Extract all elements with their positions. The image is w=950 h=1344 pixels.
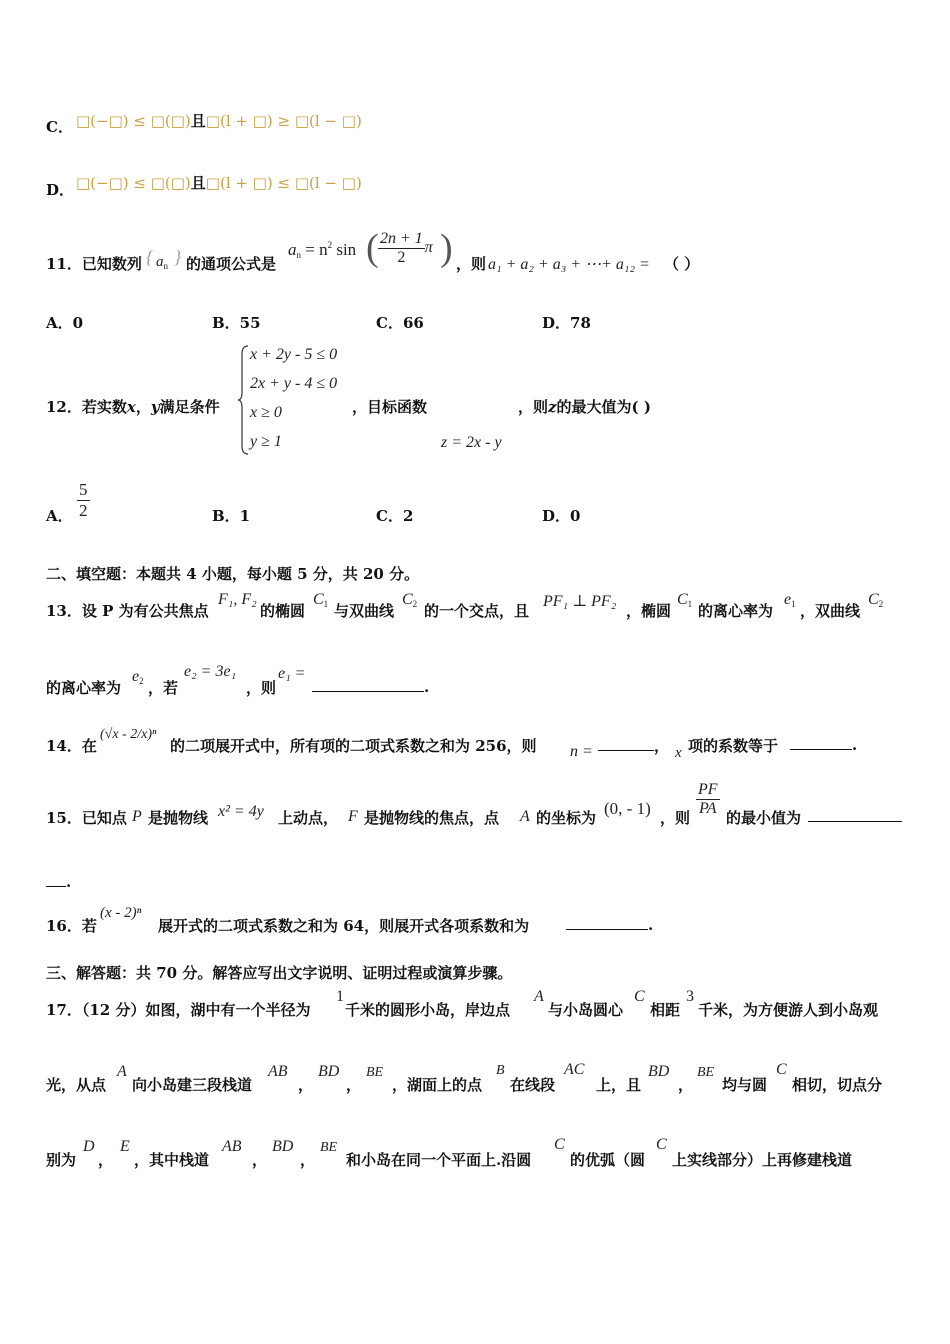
q13-line1-g: ，双曲线 [800,602,861,620]
e2-sub: 2 [139,676,144,686]
formula-eq: = n [305,240,328,259]
q17-l2-f: 均与圆 [722,1076,768,1094]
formula-sin: sin [336,240,357,259]
frac-den: 2 [79,501,88,520]
q14-x: x [675,745,682,761]
q17-l1-e: 千米，为方便游人到小岛观 [698,1001,879,1019]
q16-number: 16．若 [46,917,97,935]
conjunction: 且 [190,112,206,130]
formula-part: □(−□) ≤ □(□) [76,174,191,192]
q15-a: A [520,808,530,825]
period: . [852,736,858,754]
frac-num: PF [698,781,718,798]
q12-text3 [518,396,651,417]
conjunction: 且 [190,174,206,192]
q13-line1-e: ，椭圆 [626,602,672,620]
c2b-sub: 2 [878,599,884,609]
option-d-formula [76,172,362,193]
q17-l1-d: 相距 [650,1001,681,1019]
q11-option-b: B．55 [212,314,261,332]
q15-text6: 的最小值为 [726,809,802,827]
q13-line1-a: 13．设 P 为有公共焦点 [46,602,209,620]
q12-option-a-fraction [77,480,90,521]
q15-coord: (0, - 1) [604,799,651,818]
brace-left: { [146,247,154,267]
q17-be: BE [366,1065,384,1080]
c1b-symbol: C [677,591,688,608]
q17-l2-c: ，湖面上的点 [392,1076,483,1094]
condition-4: y ≥ 1 [250,433,282,450]
q13-c2b [868,591,883,609]
option-d-label: D． [46,181,75,199]
formula-part: □(−□) ≤ □(□) [76,112,191,130]
q15-p: P [132,808,142,825]
var-y: y [150,398,160,416]
q17-comma4: ， [98,1151,114,1169]
q17-l2-g: 相切，切点分 [792,1076,883,1094]
q17-comma5: ， [252,1151,268,1169]
e1-symbol: e [784,591,792,608]
answer-blank-coef[interactable] [790,735,852,750]
q17-c3: C [554,1136,565,1153]
option-c-formula [76,110,362,131]
q14-number: 14．在 [46,737,97,755]
q11-option-d: D．78 [542,314,591,332]
q17-l1-c: 与小岛圆心 [548,1001,624,1019]
c2b-symbol: C [868,591,879,608]
q11-fraction [378,230,433,267]
seq-sub: n [163,261,168,271]
objective-function: z = 2x - y [441,434,502,451]
q13-ask: e₁ = [278,665,306,682]
q15-parabola: x² = 4y [218,803,264,820]
q17-be2: BE [697,1065,715,1080]
section-3-heading: 三、解答题：共 70 分。解答应写出文字说明、证明过程或演算步骤。 [46,964,513,982]
q17-l1-b: 千米的圆形小岛，岸边点 [345,1001,511,1019]
c1-symbol: C [313,591,324,608]
condition-1: x + 2y - 5 ≤ 0 [250,346,338,363]
separator: ， [654,737,670,755]
q12-num-text: 12．若实数 [46,398,127,416]
q17-l2-b: 向小岛建三段栈道 [132,1076,253,1094]
condition-2: 2x + y - 4 ≤ 0 [250,375,338,392]
period: . [648,916,654,934]
q16-text1: 展开式的二项式系数之和为 64，则展开式各项系数和为 [158,917,530,935]
answer-blank[interactable] [566,915,648,930]
q16-expression: (x - 2)ⁿ [100,905,142,921]
q12-option-b: B．1 [212,507,251,525]
q17-comma6: ， [300,1151,316,1169]
q17-comma3: ， [678,1076,694,1094]
q17-bd2: BD [648,1063,670,1080]
q17-ac: AC [564,1061,585,1078]
q17-l2-a: 光，从点 [46,1076,107,1094]
frac-num: 5 [79,480,88,499]
q17-c2: C [776,1061,787,1078]
option-c-label: C． [46,118,73,136]
q14-blank2 [790,735,857,754]
frac-den: PA [699,800,717,817]
q17-l2-e: 上，且 [596,1076,642,1094]
q12-option-c: C．2 [376,507,414,525]
q11-text2: ，则 [456,255,487,273]
q12-text4: 的最大值为( ) [556,398,651,416]
system-brace [238,344,250,456]
paren-right: ) [440,227,453,269]
q11-formula [288,240,356,260]
q14-n-eq: n = [570,743,593,760]
q16-blank [566,915,653,934]
comma: ， [135,398,151,416]
q17-l2-d: 在线段 [510,1076,556,1094]
q14-text2: 项的系数等于 [688,737,779,755]
q11-paren: （ ） [664,255,700,273]
q12-text3a: ，则 [518,398,549,416]
q15-f: F [348,808,358,825]
q11-text1: 的通项公式是 [186,255,277,273]
q17-l3-d: 的优弧（圆 [570,1151,646,1169]
q11-number: 11．已知数列 [46,255,142,273]
formula-part: □(l + □) ≤ □(l − □) [205,174,362,192]
brace-right: } [174,247,182,267]
q17-l3-b: ，其中栈道 [134,1151,210,1169]
q15-fraction [696,781,720,818]
q12-option-d: D．0 [542,507,581,525]
q17-e: E [120,1138,130,1155]
c1-sub: 1 [323,599,329,609]
q17-three: 3 [686,988,694,1005]
var-z: z [548,398,557,416]
q15-text1: 是抛物线 [148,809,209,827]
q11-option-c: C．66 [376,314,424,332]
formula-lhs: a [288,240,297,259]
q17-c4: C [656,1136,667,1153]
q17-d: D [83,1138,95,1155]
q17-l1-a: 17．（12 分）如图，湖中有一个半径为 [46,1001,311,1019]
formula-lhs-sub: n [296,250,301,260]
condition-3: x ≥ 0 [250,404,282,421]
q13-line1-c: 与双曲线 [334,602,395,620]
answer-blank[interactable] [312,677,424,692]
q12-number [46,396,220,417]
brace-path [238,346,248,454]
q17-comma2: ， [346,1076,362,1094]
q13-foci: F₁, F₂ [218,591,257,608]
q13-c2 [402,591,417,609]
q13-line1-f: 的离心率为 [698,602,774,620]
q17-bd3: BD [272,1138,294,1155]
e2-symbol: e [132,668,140,685]
q12-text2: ，目标函数 [352,398,428,416]
period: . [66,873,72,891]
q13-answer [312,677,429,696]
pi-symbol: π [424,239,433,257]
q17-c: C [634,988,645,1005]
q13-perp: PF₁ ⊥ PF₂ [543,593,617,610]
paren-left: ( [366,227,379,269]
q14-text1: 的二项展开式中，所有项的二项式系数之和为 256，则 [170,737,537,755]
q17-b: B [496,1063,505,1078]
answer-blank-cont[interactable] [46,872,66,887]
var-x: x [126,398,136,416]
q13-line1-b: 的椭圆 [260,602,306,620]
q11-option-a: A．0 [46,314,84,332]
formula-sup: 2 [327,240,333,250]
q15-blank [808,807,902,826]
q13-c1 [313,591,328,609]
answer-blank[interactable] [808,807,902,822]
formula-part: □(l + □) ≥ □(l − □) [205,112,362,130]
q17-l3-c: 和小岛在同一个平面上.沿圆 [346,1151,532,1169]
q11-seq [156,254,168,271]
q15-blank-cont [46,872,71,891]
c2-sub: 2 [412,599,418,609]
q11-sum: a₁ + a₂ + a₃ + ⋯+ a₁₂ = [488,256,650,273]
q17-comma1: ， [298,1076,314,1094]
q14-expression: (√x - 2/x)ⁿ [100,727,157,742]
q13-line1-d: 的一个交点，且 [424,602,530,620]
seq-symbol: a [156,254,164,270]
q17-l3-e: 上实线部分）上再修建栈道 [672,1151,853,1169]
q17-ab2: AB [222,1138,242,1155]
q17-a2: A [117,1063,127,1080]
q17-l3-a: 别为 [46,1151,77,1169]
q13-line2-c: ，则 [246,679,277,697]
answer-blank-n[interactable] [598,736,654,751]
q17-a: A [534,988,544,1005]
frac-den: 2 [397,249,406,266]
q15-text5: ，则 [660,809,691,827]
q13-line2-a: 的离心率为 [46,679,122,697]
q13-e2 [132,668,144,686]
q17-bd: BD [318,1063,340,1080]
q15-text2: 上动点， [278,809,339,827]
q15-number: 15．已知点 [46,809,127,827]
c1b-sub: 1 [687,599,693,609]
q13-e1 [784,591,796,609]
q13-line2-b: ，若 [148,679,179,697]
q17-be3: BE [320,1140,338,1155]
q15-text4: 的坐标为 [536,809,597,827]
e1-sub: 1 [791,599,796,609]
q15-text3: 是抛物线的焦点，点 [364,809,500,827]
section-2-heading: 二、填空题：本题共 4 小题，每小题 5 分，共 20 分。 [46,565,420,583]
frac-num: 2n + 1 [380,230,423,247]
q12-text1: 满足条件 [159,398,220,416]
q14-blank1 [598,735,669,756]
period: . [424,678,430,696]
q13-c1b [677,591,692,609]
q17-ab: AB [268,1063,288,1080]
c2-symbol: C [402,591,413,608]
q17-one: 1 [336,988,344,1005]
q13-relation: e₂ = 3e₁ [184,663,237,680]
q12-option-a-label: A． [46,507,73,525]
